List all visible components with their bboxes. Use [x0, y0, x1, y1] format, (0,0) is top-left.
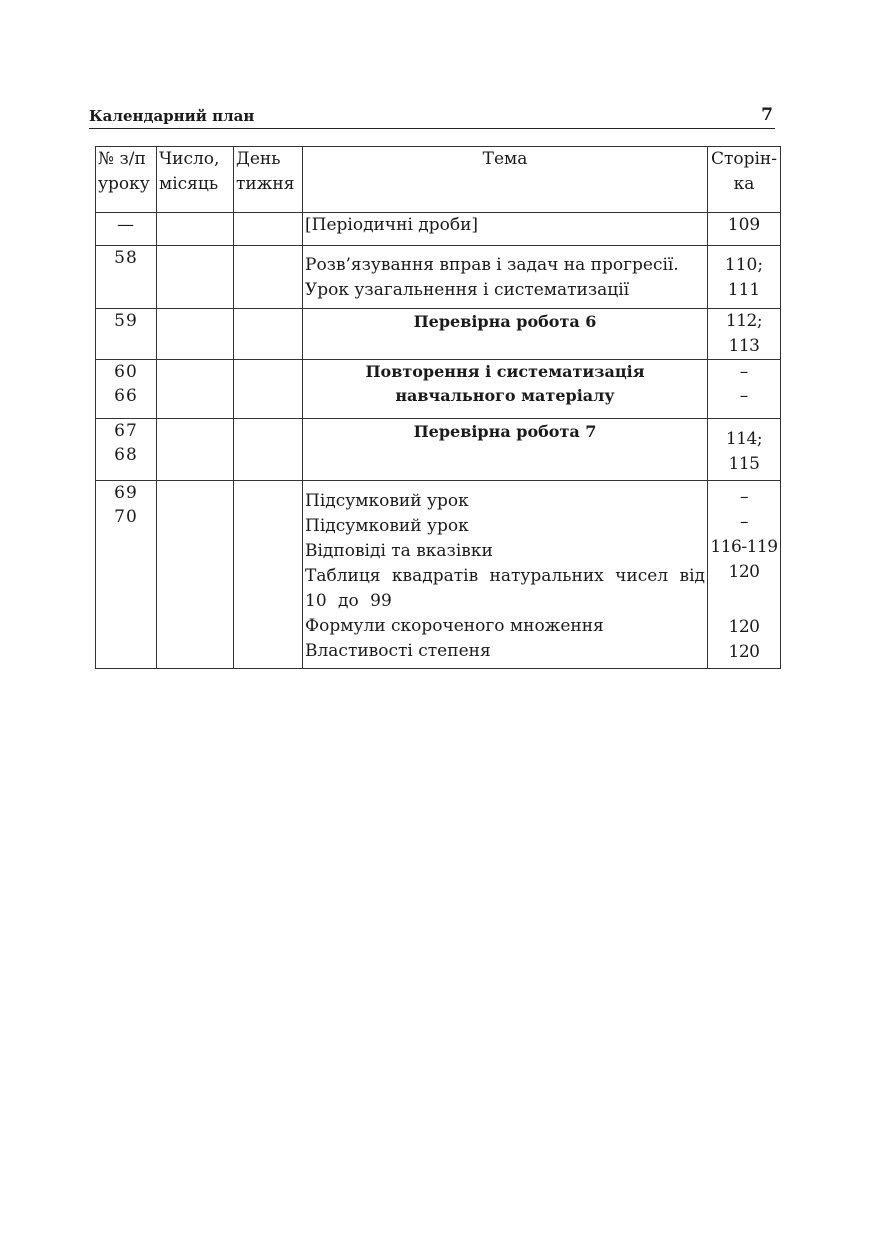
- theme-cell: Перевірна робота 7: [303, 419, 708, 481]
- table-header-row: [96, 147, 781, 213]
- page-cell: 109: [708, 213, 781, 246]
- weekday-cell: [234, 213, 303, 246]
- date-cell: [157, 419, 234, 481]
- page-cell: – – 116-119 120 120 120: [708, 481, 781, 669]
- column-header-date: Число, місяць: [157, 147, 234, 213]
- weekday-cell: [234, 481, 303, 669]
- weekday-cell: [234, 246, 303, 309]
- table-row: [96, 419, 781, 481]
- column-header-weekday: День тижня: [234, 147, 303, 213]
- column-header-number: № з/п уроку: [96, 147, 157, 213]
- table-row: [96, 481, 781, 669]
- table-row: [96, 309, 781, 360]
- lesson-number-cell: 59: [96, 309, 157, 360]
- theme-cell: Розв’язування вправ і задач на прогресії. Урок узагальнення і систематизації: [303, 246, 708, 309]
- column-header-theme: Тема: [303, 147, 708, 213]
- table-row: [96, 213, 781, 246]
- theme-cell: [Періодичні дроби]: [303, 213, 708, 246]
- page-cell: 114; 115: [708, 419, 781, 481]
- lesson-number-cell: —: [96, 213, 157, 246]
- weekday-cell: [234, 309, 303, 360]
- table-row: [96, 360, 781, 419]
- column-header-page: Сторін- ка: [708, 147, 781, 213]
- theme-cell: Підсумковий урок Підсумковий урок Відповіді та вказівки Таблиця квадратів натуральних чисел від 10 до 99 Формули скороченого множення Властивості степеня: [303, 481, 708, 669]
- page-number: 7: [761, 105, 773, 125]
- table-row: [96, 246, 781, 309]
- lesson-number-cell: 67 68: [96, 419, 157, 481]
- header-title: Календарний план: [89, 107, 255, 125]
- theme-cell: Перевірна робота 6: [303, 309, 708, 360]
- lesson-number-cell: 58: [96, 246, 157, 309]
- page-cell: – –: [708, 360, 781, 419]
- page-cell: 110; 111: [708, 246, 781, 309]
- date-cell: [157, 360, 234, 419]
- lesson-number-cell: 69 70: [96, 481, 157, 669]
- weekday-cell: [234, 419, 303, 481]
- theme-cell: Повторення і систематизація навчального матеріалу: [303, 360, 708, 419]
- lesson-number-cell: 60 66: [96, 360, 157, 419]
- weekday-cell: [234, 360, 303, 419]
- date-cell: [157, 246, 234, 309]
- page-cell: 112; 113: [708, 309, 781, 360]
- page-header: [89, 104, 775, 129]
- date-cell: [157, 309, 234, 360]
- calendar-plan-table: [95, 146, 781, 669]
- date-cell: [157, 213, 234, 246]
- date-cell: [157, 481, 234, 669]
